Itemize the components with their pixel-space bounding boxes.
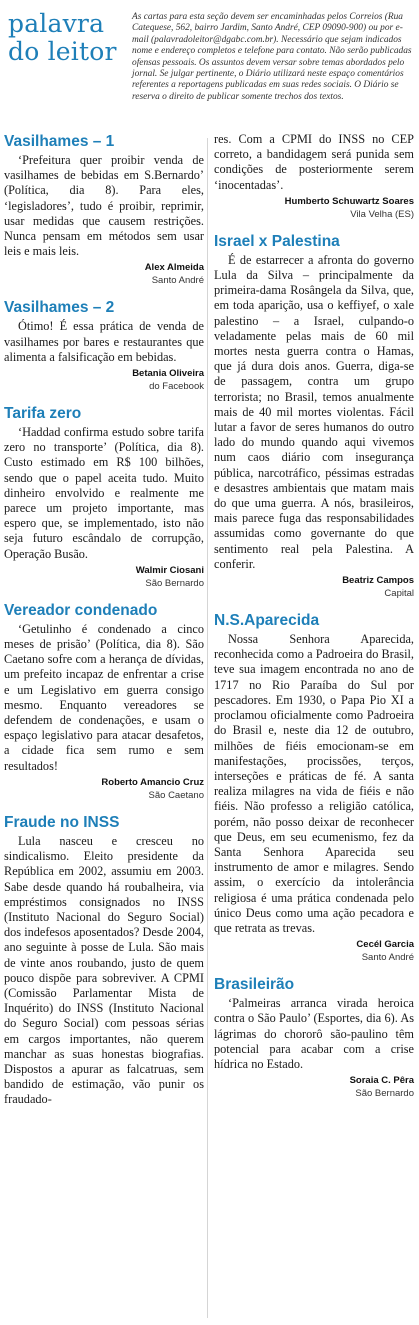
submission-notice: As cartas para esta seção devem ser encaminhadas pelos Correios (Rua Catequese, 562, bairro Jardim, Santo André, CEP 09090-900) ou por e-mail (palavradoleitor@dgabc.com.br). Necessário que sejam indicados nome e endereço completos e telefone para contato. Não serão publicadas ofensas pessoais. Os assuntos devem versar sobre temas abordados pelo jornal. Se julgar pertinente, o Diário utilizará neste espaço comentários referentes a reportagens publicadas em suas redes sociais. O Diário se reserva o direito de publicar somente trechos dos textos. <box>132 12 412 102</box>
section-title-line-1: palavra <box>8 9 105 38</box>
letter-tarifa-zero <box>4 404 204 590</box>
letter-title: Brasileirão <box>214 976 295 994</box>
letter-body: ‘Palmeiras arranca virada heroica contra o São Paulo’ (Esportes, dia 6). As lágrimas do chororô são-paulino têm potencial para acabar com a crise hídrica no Estado. <box>214 996 414 1071</box>
letter-body: ‘Getulinho é condenado a cinco meses de prisão’ (Política, dia 8). São Caetano sofre com a herança de dívidas, um prefeito incapaz de enfrentar a crise e um Legislativo em guerra consigo mesmo. Enquanto vereadores se defendem de condenações, e usam o espaço legislativo para atacar desafetos, a cidade fica sem rumo e sem resultados! <box>4 621 204 773</box>
letter-place: do Facebook <box>149 381 204 393</box>
letter-ns-aparecida <box>214 611 414 964</box>
letter-place: Santo André <box>361 952 414 964</box>
letter-title: Fraude no INSS <box>4 813 120 831</box>
letter-vereador-condenado <box>4 601 204 802</box>
letter-body: ‘Prefeitura quer proibir venda de vasilhames de bebidas em S.Bernardo’ (Política, dia 8). Para eles, ‘legisladores’, tudo é proibir, reprimir, usar medidas que causem restrições. Nunca pensam em métodos sem usar leis e mais leis. <box>4 153 204 259</box>
letter-title: Tarifa zero <box>4 405 82 423</box>
letter-body: Nossa Senhora Aparecida, reconhecida como a Padroeira do Brasil, teve sua imagem encontrada no ano de 1717 no Rio Paraíba do Sul por pescadores. Em 1930, o Papa Pio XI a proclamou oficialmente como Padroeira do Brasil e, neste dia 12 de outubro, milhões de fiéis emocionam-se em manifestações, procissões, terços, interseções e práticas de fé. A santa realiza milagres na vida de fiéis e não fiéis. Não professo a religião católica, porém, não posso deixar de reconhecer que Deus, em seu ecumenismo, fez da Santa Senhora Aparecida seu instrumento de amor e milagres. Sendo assim, o exercício da intolerância religiosa é uma prática condenada pelo único Deus como uma ação pecadora e que retrata as trevas. <box>214 632 414 935</box>
letter-author: Soraia C. Pêra <box>349 1075 414 1087</box>
left-column <box>4 132 204 1119</box>
letter-israel-palestina <box>214 232 414 600</box>
letter-body: Lula nasceu e cresceu no sindicalismo. Eleito presidente da República em 2002, assumiu em 2003. Sabe desde quando há roubalheira, via empréstimos consignados no INSS (Instituto Nacional do Seguro Social) dos indefesos aposentados? Desde 2004, ano seguinte à posse de Lula. São mais de vinte anos roubando, justo de quem pouco dispõe para sobreviver. A CPMI (Comissão Parlamentar Mista de Inquérito) do INSS (Instituto Nacional do Seguro Social) com pessoas sérias em cargos importantes, não querem manchar as suas honestas biografias. Dispostos a apurar as falcatruas, sem bandido de estimação, vão punir os fraudado- <box>4 833 204 1107</box>
letter-place: Capital <box>384 588 414 600</box>
letter-fraude-inss-continued <box>214 132 414 221</box>
letter-body: Ótimo! É essa prática de venda de vasilhames por bares e restaurantes que alimenta a falsificação em bebidas. <box>4 319 204 364</box>
letter-brasileirao <box>214 975 414 1100</box>
right-column <box>214 132 414 1111</box>
column-divider <box>207 138 208 1318</box>
letter-place: São Caetano <box>148 789 204 801</box>
letter-author: Humberto Schuwartz Soares <box>284 195 414 207</box>
header <box>0 0 419 132</box>
letter-author: Walmir Ciosani <box>135 564 204 576</box>
letter-author: Betania Oliveira <box>132 368 204 380</box>
letter-author: Beatriz Campos <box>342 575 414 587</box>
letter-place: São Bernardo <box>355 1088 414 1100</box>
letter-place: São Bernardo <box>145 577 204 589</box>
letter-title: Vasilhames – 1 <box>4 133 115 150</box>
letter-title: Israel x Palestina <box>214 232 340 250</box>
letter-author: Cecél Garcia <box>356 939 414 951</box>
section-title-line-2: do leitor <box>8 37 117 66</box>
letter-title: N.S.Aparecida <box>214 612 320 630</box>
letter-vasilhames-2 <box>4 298 204 393</box>
letter-place: Santo André <box>151 275 204 287</box>
letter-author: Roberto Amancio Cruz <box>101 776 204 788</box>
letter-title: Vasilhames – 2 <box>4 299 115 317</box>
letter-body: ‘Haddad confirma estudo sobre tarifa zero no transporte’ (Política, dia 8). Custo estimado em R$ 100 bilhões, sendo que o papel aceita tudo. Muito dinheiro envolvido e realmente me parece um projeto importante, mas espero que, se implementado, isto não seja futuro escândalo de corrupção, Operação Busão. <box>4 425 204 561</box>
letter-place: Vila Velha (ES) <box>350 208 414 220</box>
letter-vasilhames-1 <box>4 132 204 287</box>
letter-title: Vereador condenado <box>4 601 158 619</box>
section-title <box>8 10 120 66</box>
letter-body-continuation: res. Com a CPMI do INSS no CEP correto, a bandidagem será punida sem condições de posteriormente serem ‘inocentadas’. <box>214 132 414 192</box>
letter-body: É de estarrecer a afronta do governo Lula da Silva – principalmente da primeira-dama Rosângela da Silva, que, em toda aparição, usa o keffiyef, o xale palestino – a Israel, culpando-o veladamente pelas mais de 60 mil mortes nesta guerra contra o Hamas, que já dura dois anos. Guerra, diga-se de passagem, contra um grupo terrorista; no Brasil, temos anualmente mais de 40 mil mortes violentas. Fácil lutar a favor de seres humanos do outro lado do mundo quando aqui vivemos num caos diário com insegurança pública, narcotráfico, péssimas estradas e desastres ambientais que matam mais do que uma guerra. A nós, brasileiros, mais parece fuga das responsabilidades assumidas como governante do que sentimento real pela Palestina. A conferir. <box>214 252 414 571</box>
letter-fraude-inss <box>4 813 204 1108</box>
letter-author: Alex Almeida <box>144 262 204 274</box>
